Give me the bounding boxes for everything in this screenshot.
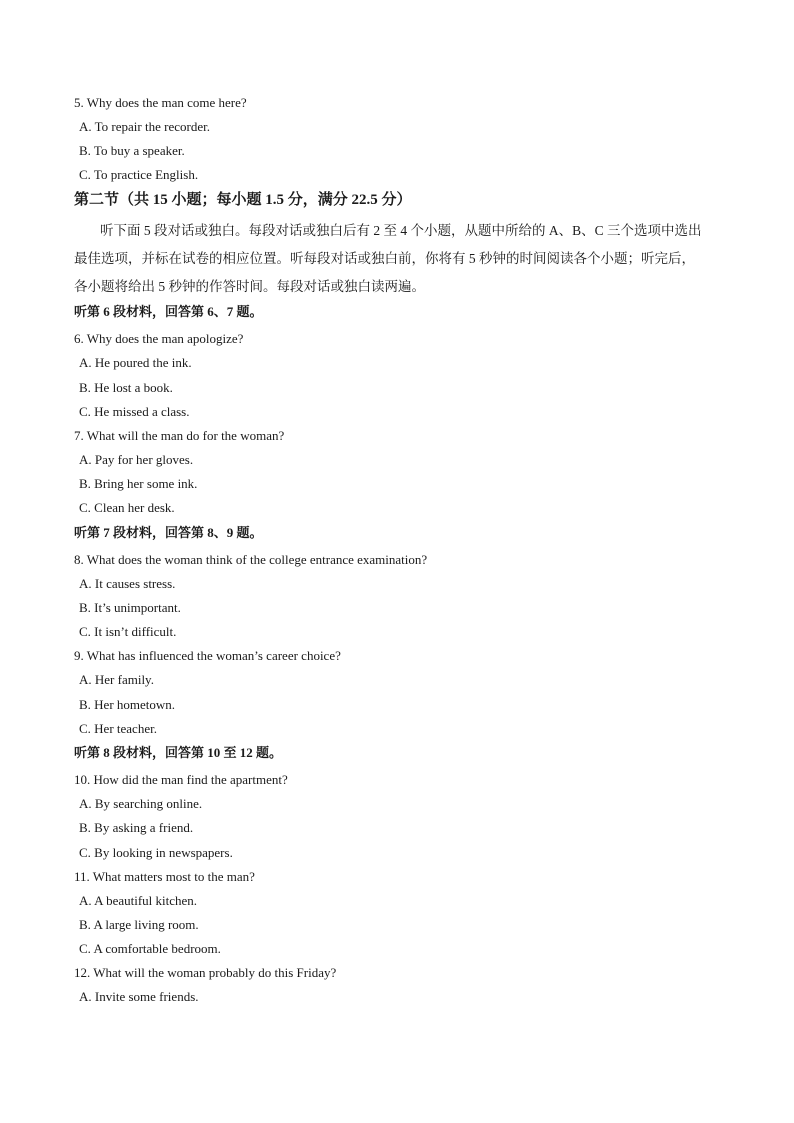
question-8-option-a: A. It causes stress. (79, 576, 176, 591)
question-7: 7. What will the man do for the woman? (74, 428, 285, 443)
question-12-option-a: A. Invite some friends. (79, 989, 199, 1004)
question-5-option-a: A. To repair the recorder. (79, 119, 210, 134)
question-5-option-c: C. To practice English. (79, 167, 199, 182)
material-6-heading: 听第 6 段材料，回答第 6、7 题。 (74, 304, 263, 319)
question-10-option-c: C. By looking in newspapers. (79, 845, 233, 860)
question-11-option-b: B. A large living room. (79, 917, 199, 932)
question-11-option-c: C. A comfortable bedroom. (79, 941, 221, 956)
question-11-option-a: A. A beautiful kitchen. (79, 893, 198, 908)
section-2-title: 第二节（共 15 小题；每小题 1.5 分，满分 22.5 分） (74, 192, 412, 208)
question-7-option-c: C. Clean her desk. (79, 500, 175, 515)
question-9-option-b: B. Her hometown. (79, 697, 176, 712)
question-7-option-b: B. Bring her some ink. (79, 476, 198, 491)
question-5: 5. Why does the man come here? (74, 95, 247, 110)
question-6-option-c: C. He missed a class. (79, 404, 190, 419)
question-8: 8. What does the woman think of the college entrance examination? (74, 552, 428, 567)
question-10: 10. How did the man find the apartment? (74, 772, 288, 787)
material-8-heading: 听第 8 段材料，回答第 10 至 12 题。 (74, 745, 283, 760)
material-7-heading: 听第 7 段材料，回答第 8、9 题。 (74, 525, 263, 540)
question-9-option-a: A. Her family. (79, 672, 154, 687)
question-12: 12. What will the woman probably do this Friday? (74, 965, 337, 980)
question-10-option-b: B. By asking a friend. (79, 820, 194, 835)
question-6-option-b: B. He lost a book. (79, 380, 173, 395)
question-7-option-a: A. Pay for her gloves. (79, 452, 194, 467)
question-9: 9. What has influenced the woman’s career choice? (74, 648, 341, 663)
section-2-instructions-line-1: 听下面 5 段对话或独白。每段对话或独白后有 2 至 4 个小题，从题中所给的 A、B、C 三个选项中选出 (100, 223, 702, 238)
question-11: 11. What matters most to the man? (74, 869, 255, 884)
question-6: 6. Why does the man apologize? (74, 331, 244, 346)
section-2-instructions-line-2: 最佳选项，并标在试卷的相应位置。听每段对话或独白前，你将有 5 秒钟的时间阅读各个小题；听完后， (74, 251, 695, 266)
question-5-option-b: B. To buy a speaker. (79, 143, 185, 158)
question-9-option-c: C. Her teacher. (79, 721, 157, 736)
question-6-option-a: A. He poured the ink. (79, 355, 192, 370)
question-8-option-c: C. It isn’t difficult. (79, 624, 177, 639)
question-8-option-b: B. It’s unimportant. (79, 600, 181, 615)
question-10-option-a: A. By searching online. (79, 796, 203, 811)
section-2-instructions-line-3: 各小题将给出 5 秒钟的作答时间。每段对话或独白读两遍。 (74, 279, 425, 294)
